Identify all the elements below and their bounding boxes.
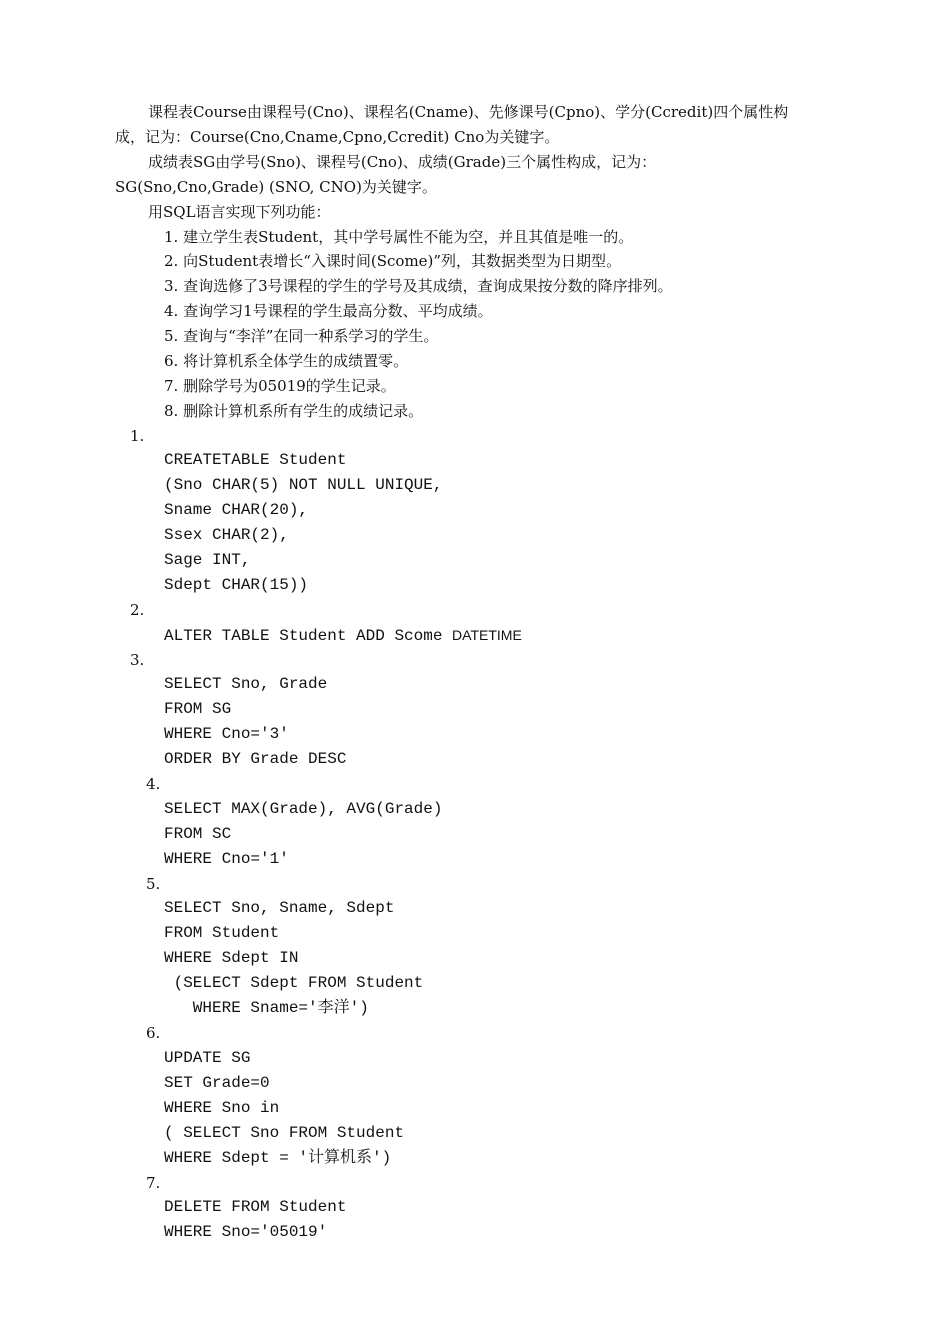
code-statement: ALTER TABLE Student ADD Scome xyxy=(164,627,453,645)
code-line: Sname CHAR(20), xyxy=(164,501,309,519)
code-line: SET Grade=0 xyxy=(164,1074,270,1092)
task-item: 1. 建立学生表Student，其中学号属性不能为空，并且其值是唯一的。 xyxy=(164,228,634,246)
code-line: WHERE Sdept = '计算机系') xyxy=(164,1149,392,1167)
code-line xyxy=(164,625,522,646)
code-line: Sage INT, xyxy=(164,551,251,569)
code-line: DELETE FROM Student xyxy=(164,1198,347,1216)
answer-number: 3. xyxy=(130,651,145,669)
intro-sql-heading: 用SQL语言实现下列功能： xyxy=(148,203,331,221)
code-line: SELECT MAX(Grade), AVG(Grade) xyxy=(164,800,443,818)
code-line: Sdept CHAR(15)) xyxy=(164,576,309,594)
code-line: ORDER BY Grade DESC xyxy=(164,750,347,768)
code-line: UPDATE SG xyxy=(164,1049,251,1067)
code-datatype: DATETIME xyxy=(452,627,522,643)
task-item: 2. 向Student表增长“入课时间(Scome)”列，其数据类型为日期型。 xyxy=(164,252,622,270)
intro-course-line2: 成，记为：Course(Cno,Cname,Cpno,Ccredit) Cno为关键字。 xyxy=(115,128,560,146)
intro-sg-line1: 成绩表SG由学号(Sno)、课程号(Cno)、成绩(Grade)三个属性构成，记为： xyxy=(148,153,657,171)
code-line: WHERE Sdept IN xyxy=(164,949,299,967)
code-line: WHERE Sname='李洋') xyxy=(164,999,369,1017)
code-line: Ssex CHAR(2), xyxy=(164,526,289,544)
task-item: 6. 将计算机系全体学生的成绩置零。 xyxy=(164,352,409,370)
code-line: SELECT Sno, Grade xyxy=(164,675,328,693)
task-item: 4. 查询学习1号课程的学生最高分数、平均成绩。 xyxy=(164,302,493,320)
code-line: (SELECT Sdept FROM Student xyxy=(164,974,424,992)
intro-sg-line2: SG(Sno,Cno,Grade) (SNO, CNO)为关键字。 xyxy=(115,178,437,196)
answer-number: 5. xyxy=(146,875,161,893)
answer-number: 6. xyxy=(146,1024,161,1042)
code-line: (Sno CHAR(5) NOT NULL UNIQUE, xyxy=(164,476,443,494)
code-line: FROM SC xyxy=(164,825,232,843)
code-line: WHERE Sno in xyxy=(164,1099,280,1117)
code-line: WHERE Cno='3' xyxy=(164,725,289,743)
task-item: 7. 删除学号为05019的学生记录。 xyxy=(164,377,396,395)
code-line: WHERE Cno='1' xyxy=(164,850,289,868)
code-line: FROM SG xyxy=(164,700,232,718)
code-line: WHERE Sno='05019' xyxy=(164,1223,328,1241)
intro-course-line1: 课程表Course由课程号(Cno)、课程名(Cname)、先修课号(Cpno)、学分(Ccredit)四个属性构 xyxy=(148,103,789,121)
task-item: 5. 查询与“李洋”在同一种系学习的学生。 xyxy=(164,327,439,345)
code-line: FROM Student xyxy=(164,924,280,942)
answer-number: 2. xyxy=(130,601,145,619)
code-line: CREATETABLE Student xyxy=(164,451,347,469)
code-line: ( SELECT Sno FROM Student xyxy=(164,1124,405,1142)
answer-number: 1. xyxy=(130,427,145,445)
answer-number: 7. xyxy=(146,1174,161,1192)
task-item: 3. 查询选修了3号课程的学生的学号及其成绩，查询成果按分数的降序排列。 xyxy=(164,277,673,295)
task-item: 8. 删除计算机系所有学生的成绩记录。 xyxy=(164,402,424,420)
answer-number: 4. xyxy=(146,775,161,793)
code-line: SELECT Sno, Sname, Sdept xyxy=(164,899,395,917)
